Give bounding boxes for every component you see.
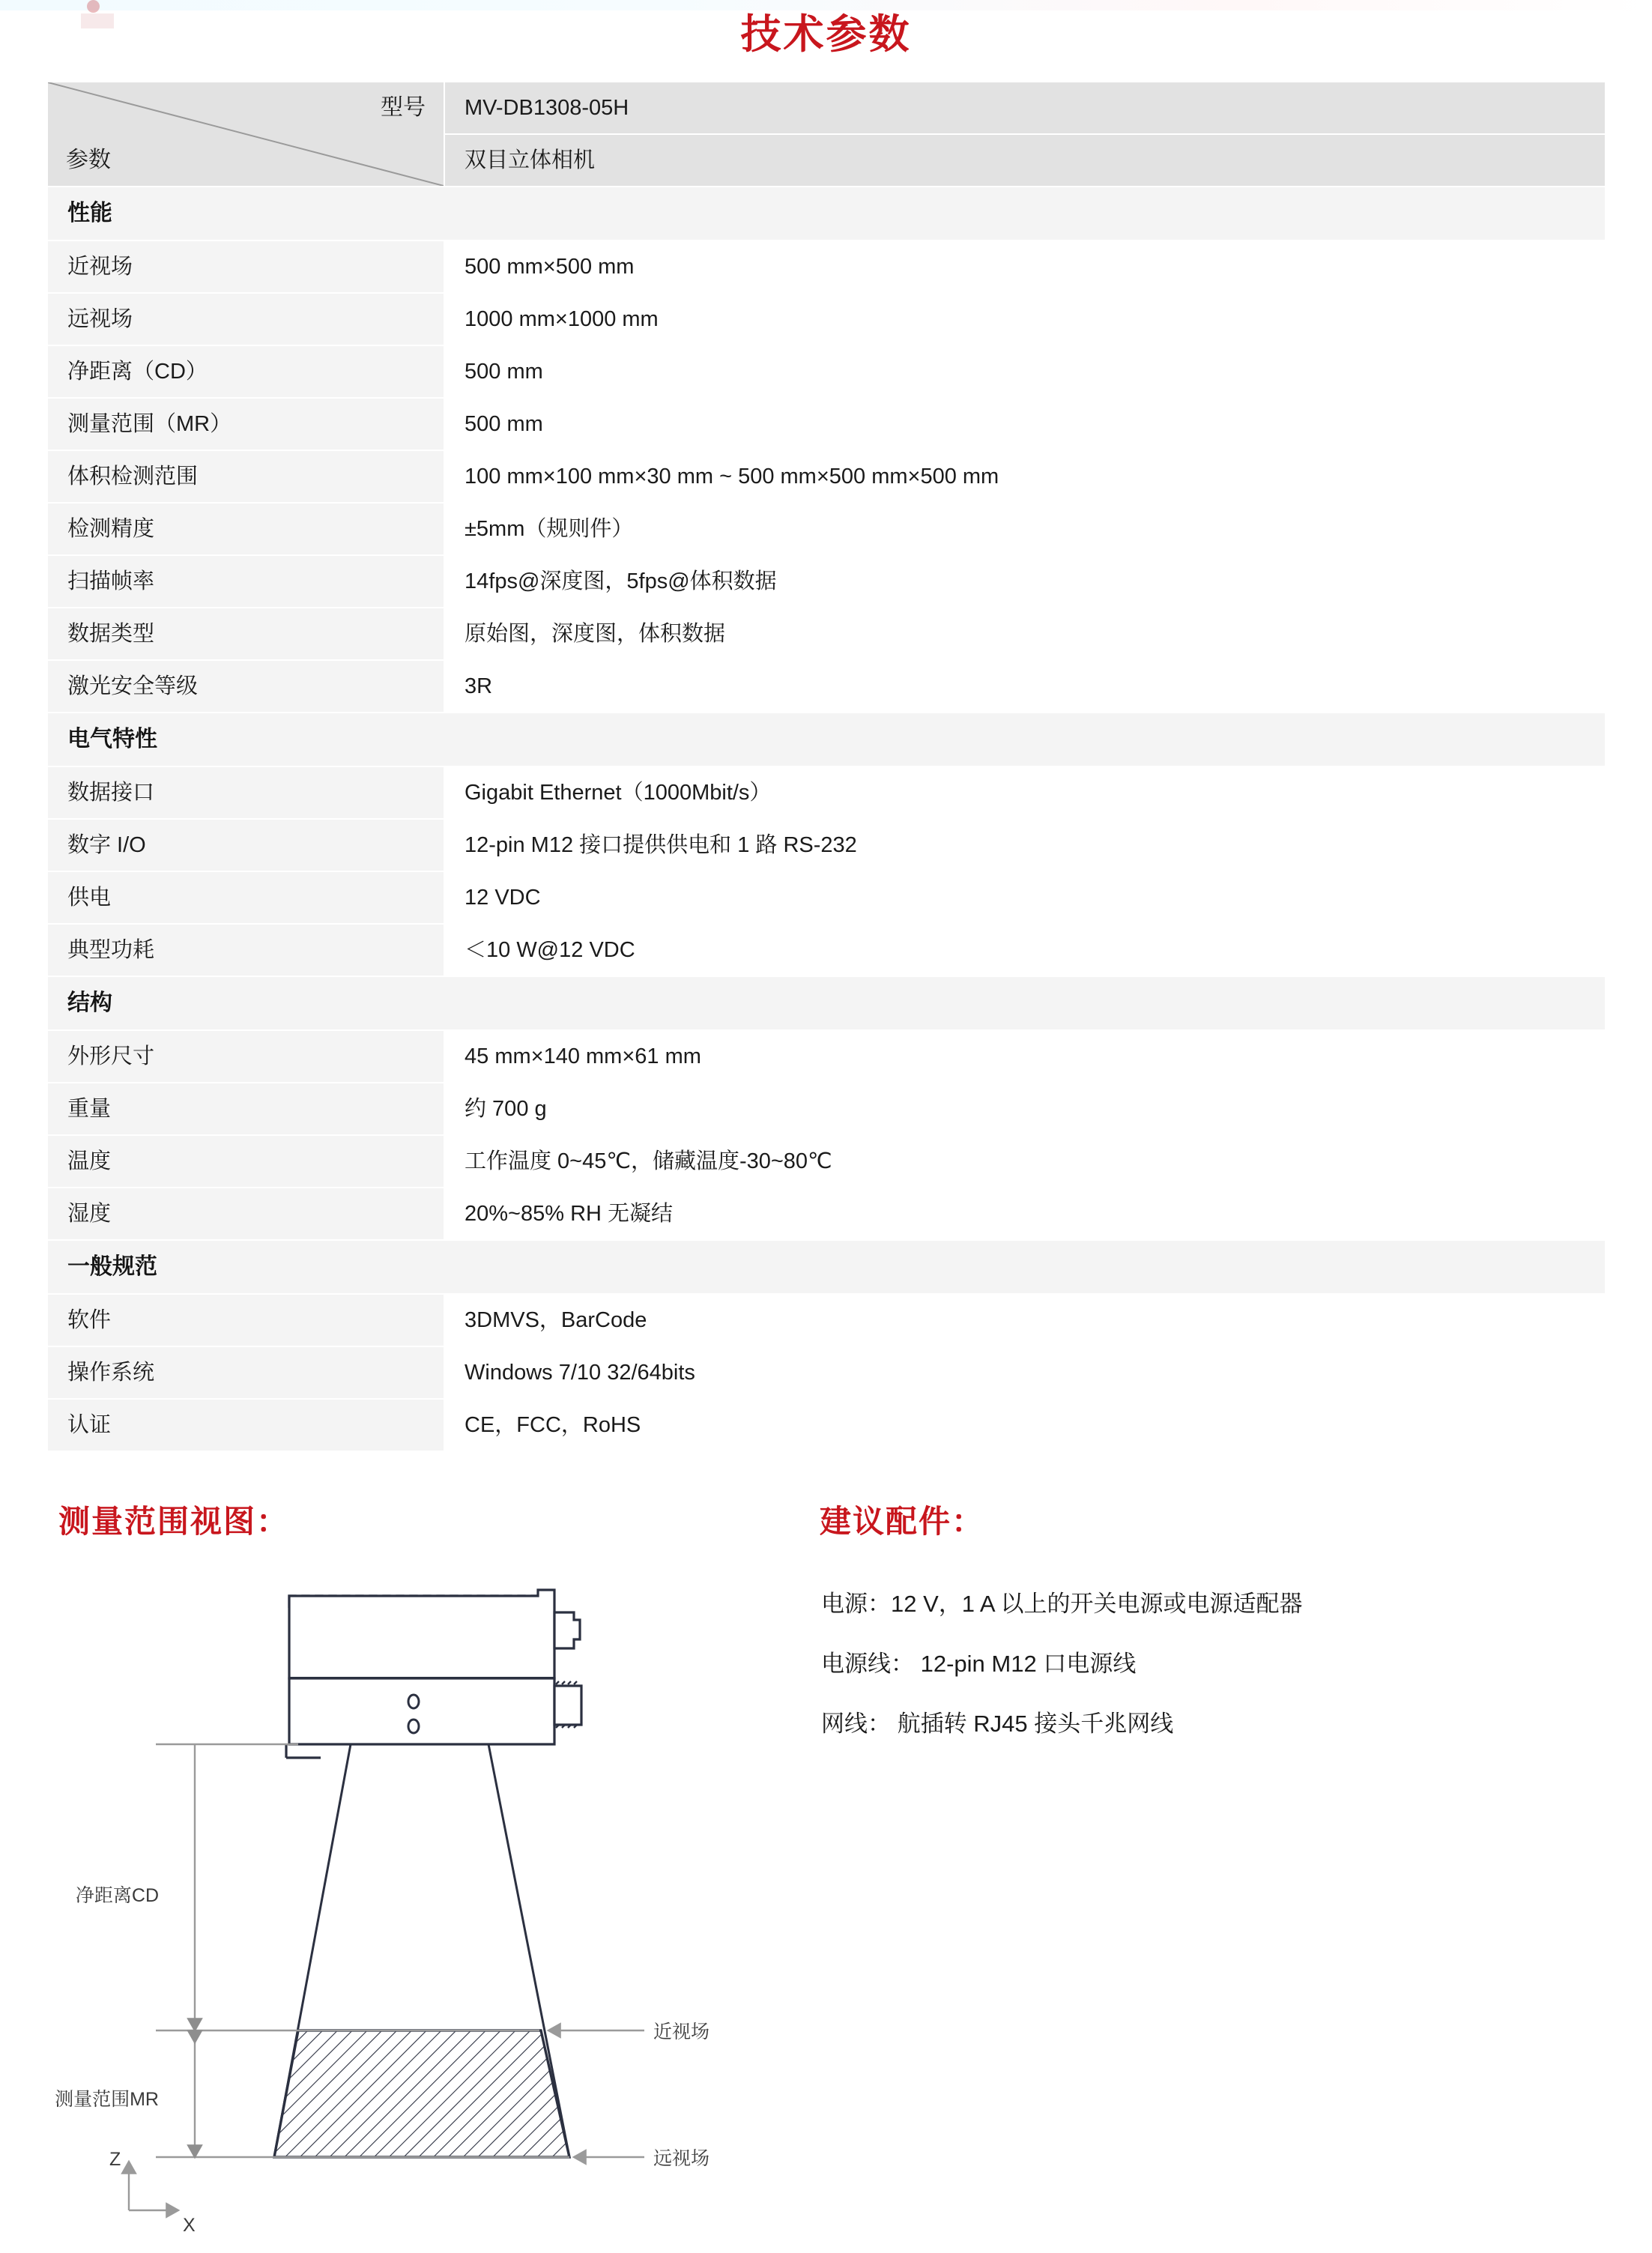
row-label: 数据接口 <box>47 766 444 819</box>
table-row <box>47 819 1606 871</box>
table-row <box>47 398 1606 450</box>
row-label: 软件 <box>47 1294 444 1346</box>
coordinate-axes <box>109 2149 196 2236</box>
table-row <box>47 660 1606 713</box>
row-label: 扫描帧率 <box>47 555 444 608</box>
row-value: 3R <box>444 660 1606 713</box>
near-field-label: 近视场 <box>653 2021 710 2042</box>
table-row <box>47 241 1606 293</box>
row-label: 数字 I/O <box>47 819 444 871</box>
section-header-row <box>47 713 1606 766</box>
row-value: 500 mm <box>444 398 1606 450</box>
row-value: 约 700 g <box>444 1083 1606 1135</box>
list-item: 网线： 航插转 RJ45 接头千兆网线 <box>821 1711 1174 1737</box>
axis-z-label: Z <box>109 2149 121 2170</box>
measurement-view-heading: 测量范围视图： <box>58 1504 290 1539</box>
accessories-list <box>821 1587 1623 1767</box>
table-row <box>47 1083 1606 1135</box>
header-diagonal-cell <box>47 82 444 187</box>
list-item: 电源线： 12-pin M12 口电源线 <box>821 1651 1137 1677</box>
table-row <box>47 1294 1606 1346</box>
table-row <box>47 450 1606 503</box>
row-value: 45 mm×140 mm×61 mm <box>444 1030 1606 1083</box>
table-row <box>47 503 1606 555</box>
header-model-label: 型号 <box>381 95 426 120</box>
row-label: 近视场 <box>47 241 444 293</box>
row-label: 典型功耗 <box>47 924 444 976</box>
clear-distance-dimension <box>76 1744 195 2030</box>
row-value: 12-pin M12 接口提供供电和 1 路 RS-232 <box>444 819 1606 871</box>
row-value: CE，FCC，RoHS <box>444 1399 1606 1451</box>
row-label: 远视场 <box>47 293 444 345</box>
table-row <box>47 555 1606 608</box>
row-value: 原始图，深度图，体积数据 <box>444 608 1606 660</box>
section-title: 结构 <box>47 976 1606 1030</box>
row-value: 100 mm×100 mm×30 mm ~ 500 mm×500 mm×500 mm <box>444 450 1606 503</box>
row-value: Windows 7/10 32/64bits <box>444 1346 1606 1399</box>
row-label: 净距离（CD） <box>47 345 444 398</box>
row-label: 湿度 <box>47 1188 444 1240</box>
table-row <box>47 1030 1606 1083</box>
row-value: 工作温度 0~45℃，储藏温度-30~80℃ <box>444 1135 1606 1188</box>
spec-table <box>46 81 1606 1452</box>
row-label: 外形尺寸 <box>47 1030 444 1083</box>
row-value: 500 mm×500 mm <box>444 241 1606 293</box>
table-row <box>47 1135 1606 1188</box>
section-header-row <box>47 1240 1606 1294</box>
row-value: 500 mm <box>444 345 1606 398</box>
row-value: 12 VDC <box>444 871 1606 924</box>
header-param-label: 参数 <box>66 148 111 172</box>
table-row <box>47 766 1606 819</box>
measurement-range-diagram <box>45 1566 764 2240</box>
accessories-heading: 建议配件： <box>820 1504 985 1539</box>
row-value: 1000 mm×1000 mm <box>444 293 1606 345</box>
table-row <box>47 1188 1606 1240</box>
camera-body-drawing <box>286 1590 581 1758</box>
row-label: 检测精度 <box>47 503 444 555</box>
row-label: 数据类型 <box>47 608 444 660</box>
row-label: 温度 <box>47 1135 444 1188</box>
measure-range-label: 测量范围MR <box>55 2089 159 2110</box>
table-row <box>47 871 1606 924</box>
table-header-row <box>47 82 1606 134</box>
section-header-row <box>47 976 1606 1030</box>
far-field-label: 远视场 <box>653 2148 710 2169</box>
measurement-volume-region <box>274 2030 569 2157</box>
section-title: 性能 <box>47 187 1606 241</box>
section-title: 一般规范 <box>47 1240 1606 1294</box>
table-row <box>47 345 1606 398</box>
axis-x-label: X <box>183 2215 196 2236</box>
row-value: ＜10 W@12 VDC <box>444 924 1606 976</box>
row-label: 测量范围（MR） <box>47 398 444 450</box>
table-row <box>47 1346 1606 1399</box>
table-row <box>47 1399 1606 1451</box>
measurement-diagram-svg <box>45 1566 764 2240</box>
spec-table-body <box>47 82 1606 1451</box>
row-value: 20%~85% RH 无凝结 <box>444 1188 1606 1240</box>
row-value: ±5mm（规则件） <box>444 503 1606 555</box>
row-label: 体积检测范围 <box>47 450 444 503</box>
row-label: 供电 <box>47 871 444 924</box>
near-field-callout <box>548 2021 709 2042</box>
row-label: 激光安全等级 <box>47 660 444 713</box>
row-label: 认证 <box>47 1399 444 1451</box>
row-value: Gigabit Ethernet（1000Mbit/s） <box>444 766 1606 819</box>
clear-distance-label: 净距离CD <box>75 1885 159 1906</box>
row-value: 14fps@深度图，5fps@体积数据 <box>444 555 1606 608</box>
row-value: 3DMVS，BarCode <box>444 1294 1606 1346</box>
table-row <box>47 924 1606 976</box>
far-field-callout <box>574 2148 709 2169</box>
measure-range-dimension <box>55 2036 195 2157</box>
row-label: 重量 <box>47 1083 444 1135</box>
header-model-value: MV-DB1308-05H <box>444 82 1606 134</box>
page-title: 技术参数 <box>740 12 912 57</box>
header-product-value: 双目立体相机 <box>444 134 1606 187</box>
table-row <box>47 608 1606 660</box>
row-label: 操作系统 <box>47 1346 444 1399</box>
section-header-row <box>47 187 1606 241</box>
section-title: 电气特性 <box>47 713 1606 766</box>
table-row <box>47 293 1606 345</box>
list-item: 电源：12 V，1 A 以上的开关电源或电源适配器 <box>821 1591 1303 1617</box>
